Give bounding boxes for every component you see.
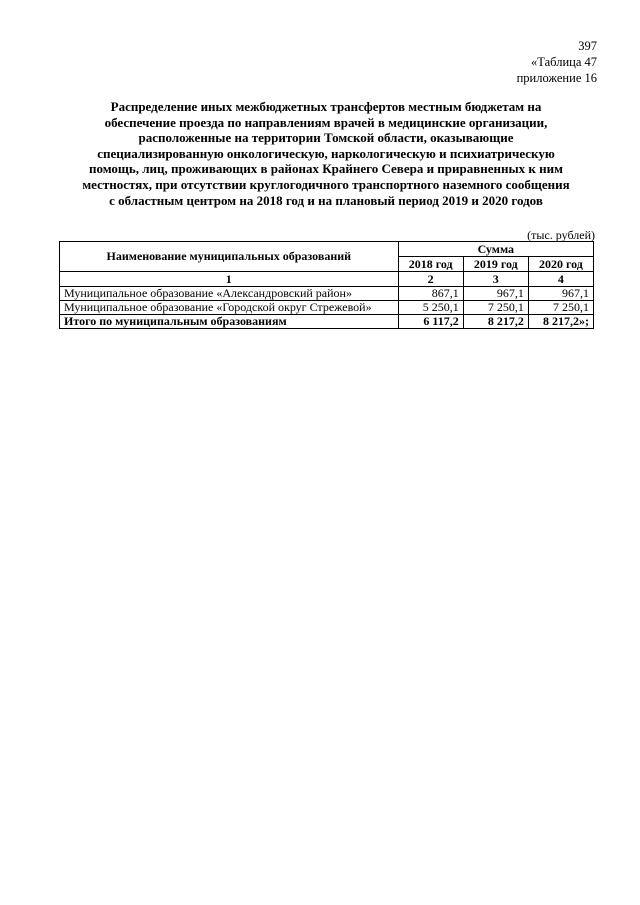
total-2020: 8 217,2»;: [528, 315, 593, 329]
header-name: Наименование муниципальных образований: [60, 242, 399, 272]
value-2018: 5 250,1: [398, 301, 463, 315]
transfers-table: [59, 241, 594, 329]
units-label: (тыс. рублей): [527, 228, 595, 242]
value-2019: 7 250,1: [463, 301, 528, 315]
title-line: расположенные на территории Томской области, оказывающие: [138, 130, 514, 146]
municipality-name: Муниципальное образование «Александровский район»: [60, 287, 399, 301]
table-row: [60, 301, 594, 315]
total-row: [60, 315, 594, 329]
title-line: местностях, при отсутствии круглогодичного транспортного наземного сообщения: [82, 176, 570, 192]
title-line: специализированную онкологическую, наркологическую и психиатрическую: [97, 145, 555, 161]
column-number: 1: [60, 272, 399, 287]
table-reference: «Таблица 47: [531, 55, 597, 69]
table-row: [60, 287, 594, 301]
title-line: обеспечение проезда по направлениям врачей в медицинские организации,: [104, 114, 548, 130]
header-row: [60, 242, 594, 257]
title-line: с областным центром на 2018 год и на плановый период 2019 и 2020 годов: [109, 192, 543, 208]
total-2018: 6 117,2: [398, 315, 463, 329]
total-label: Итого по муниципальным образованиям: [60, 315, 399, 329]
document-title: [58, 99, 594, 208]
municipality-name: Муниципальное образование «Городской округ Стрежевой»: [60, 301, 399, 315]
column-number: 2: [398, 272, 463, 287]
appendix-reference: [517, 54, 597, 86]
column-number: 3: [463, 272, 528, 287]
column-number: 4: [528, 272, 593, 287]
value-2018: 867,1: [398, 287, 463, 301]
header-year-2018: 2018 год: [398, 257, 463, 272]
header-year-2020: 2020 год: [528, 257, 593, 272]
page-number: 397: [578, 39, 597, 53]
value-2020: 967,1: [528, 287, 593, 301]
header-year-2019: 2019 год: [463, 257, 528, 272]
value-2020: 7 250,1: [528, 301, 593, 315]
header-sum: Сумма: [398, 242, 593, 257]
title-line: помощь, лиц, проживающих в районах Крайнего Севера и приравненных к ним: [88, 161, 563, 177]
column-numbers-row: [60, 272, 594, 287]
title-line: Распределение иных межбюджетных трансфертов местным бюджетам на: [110, 99, 542, 114]
total-2019: 8 217,2: [463, 315, 528, 329]
value-2019: 967,1: [463, 287, 528, 301]
attachment-reference: приложение 16: [516, 71, 597, 85]
